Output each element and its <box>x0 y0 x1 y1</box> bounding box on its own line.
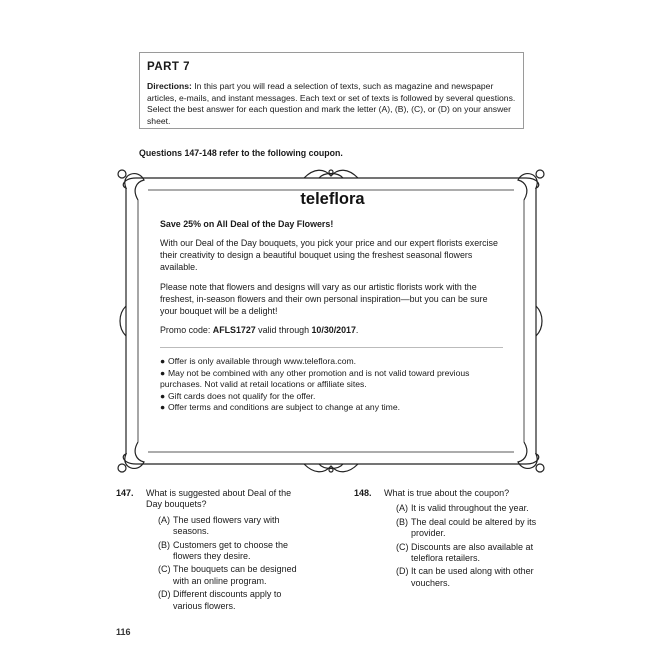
option-text: Customers get to choose the flowers they desire. <box>173 539 289 562</box>
bullet-icon: ● <box>160 356 166 366</box>
questions-intro: Questions 147-148 refer to the following coupon. <box>139 148 343 158</box>
option-text: It is valid throughout the year. <box>411 503 529 514</box>
option-text: The deal could be altered by its provider. <box>411 516 537 539</box>
option-text: Different discounts apply to various flowers. <box>173 589 282 611</box>
bullet-icon: ● <box>160 367 166 378</box>
option-text: It can be used along with other vouchers. <box>411 566 534 588</box>
terms-text: Offer is only available through www.teleflora.com. <box>168 356 357 366</box>
page-number: 116 <box>116 627 131 637</box>
question-147 <box>116 488 306 614</box>
option-letter: (A) <box>158 514 170 525</box>
answer-option <box>396 566 544 589</box>
coupon <box>160 190 505 414</box>
question-number: 148. <box>354 488 372 498</box>
terms-item <box>160 368 505 391</box>
option-letter: (B) <box>396 516 408 527</box>
option-letter: (C) <box>158 564 171 575</box>
option-letter: (D) <box>158 589 171 600</box>
promo-prefix: Promo code: <box>160 325 213 335</box>
promo-line <box>160 325 505 335</box>
answer-option <box>158 515 306 538</box>
directions-text: In this part you will read a selection of texts, such as magazine and newspaper articles, e-mails, and instant messages. Each text or set of texts is followed by several questions. Select the best answer for each question and mark the letter (A), (B), (C), or (D) on your answer sheet. <box>147 81 516 126</box>
terms-text: Offer terms and conditions are subject to change at any time. <box>168 402 400 413</box>
question-stem: What is true about the coupon? <box>384 488 510 498</box>
option-text: The bouquets can be designed with an online program. <box>173 564 297 586</box>
brand-name: teleflora <box>300 190 365 208</box>
bullet-icon: ● <box>160 402 166 413</box>
option-letter: (C) <box>396 541 409 552</box>
part-title: PART 7 <box>147 61 191 73</box>
answer-option <box>396 517 544 540</box>
terms-item <box>160 391 505 403</box>
question-148 <box>354 488 544 591</box>
coupon-headline: Save 25% on All Deal of the Day Flowers! <box>160 219 334 229</box>
option-text: Discounts are also available at teleflora retailers. <box>411 541 534 564</box>
promo-suffix: . <box>355 325 359 335</box>
promo-mid: valid through <box>255 325 312 335</box>
terms-list <box>160 356 505 414</box>
answer-option <box>396 542 544 565</box>
option-letter: (A) <box>396 503 408 514</box>
answer-option <box>158 540 306 563</box>
coupon-paragraph-1: With our Deal of the Day bouquets, you pick your price and our expert florists exercise their creativity to design a beautiful bouquet using the freshest seasonal flowers available. <box>160 238 498 272</box>
promo-code: AFLS1727 <box>212 325 256 335</box>
divider <box>160 347 503 348</box>
answer-option <box>158 564 306 587</box>
question-number: 147. <box>116 488 134 498</box>
part-instructions-box <box>139 52 524 129</box>
terms-item <box>160 402 505 414</box>
option-letter: (D) <box>396 566 409 577</box>
answer-option <box>396 503 544 514</box>
terms-text: Gift cards does not qualify for the offer. <box>168 390 316 401</box>
directions-label: Directions: <box>147 81 192 91</box>
option-letter: (B) <box>158 539 170 550</box>
bullet-icon: ● <box>160 390 166 401</box>
coupon-paragraph-2: Please note that flowers and designs will vary as our artistic florists work with the freshest, in-season flowers and their own personal inspiration—but you can be sure your bouquet will be a delight! <box>160 282 488 316</box>
question-stem: What is suggested about Deal of the Day bouquets? <box>146 488 292 510</box>
terms-text: May not be combined with any other promotion and is not valid toward previous purchases. Not valid at retail locations or affiliate sites. <box>160 367 470 390</box>
option-text: The used flowers vary with seasons. <box>173 514 280 537</box>
promo-date: 10/30/2017 <box>311 325 356 335</box>
answer-option <box>158 589 306 612</box>
terms-item <box>160 356 505 368</box>
directions <box>147 81 517 127</box>
